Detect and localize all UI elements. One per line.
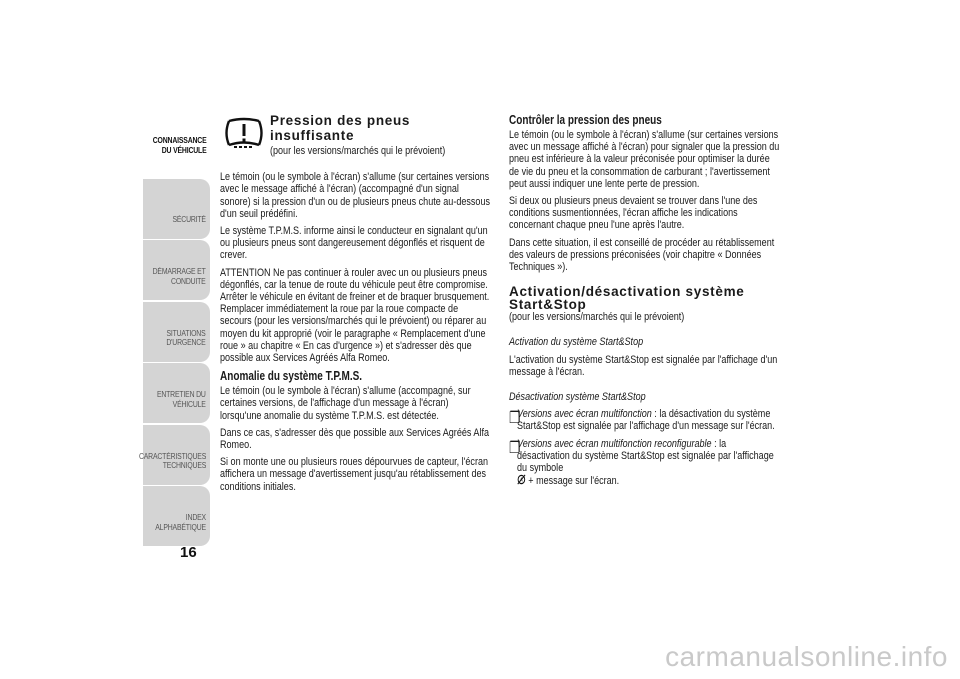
page-number: 16: [180, 544, 197, 561]
list-item: ❐ Versions avec écran multifonction : la désactivation du système Start&Stop est signalée par l'affichage d'un message sur l'écran.: [509, 408, 781, 437]
startstop-note: (pour les versions/marchés qui le prévoient): [509, 311, 685, 324]
section-title-startstop: Activation/désactivation système Start&Stop: [509, 284, 745, 313]
paragraph: Si deux ou plusieurs pneus devaient se trouver dans l'une des conditions susmentionnées, l'écran affiche les indications concernant chaque pneu l'une après l'autre.: [509, 195, 758, 232]
tab-demarrage-conduite[interactable]: DÉMARRAGE ET CONDUITE: [143, 240, 210, 300]
tab-index-alphabetique[interactable]: INDEX ALPHABÉTIQUE: [143, 486, 210, 546]
paragraph: Si on monte une ou plusieurs roues dépourvues de capteur, l'écran affichera un message d'avertissement jusqu'au rétablissement des conditions initiales.: [220, 456, 489, 493]
tab-connaissance-vehicule[interactable]: CONNAISSANCE DU VÉHICULE: [143, 117, 210, 177]
tpms-title-block: [268, 113, 492, 157]
activation-text: L'activation du système Start&Stop est signalée par l'affichage d'un message à l'écran.: [509, 353, 778, 378]
tab-securite[interactable]: SÉCURITÉ: [143, 179, 210, 239]
tire-pressure-warning-icon: [220, 113, 268, 153]
paragraph: Dans ce cas, s'adresser dès que possible aux Services Agréés Alfa Romeo.: [220, 426, 489, 452]
tab-situations-urgence[interactable]: SITUATIONS D'URGENCE: [143, 302, 210, 362]
activation-label: Activation du système Start&Stop: [509, 336, 644, 349]
checkbox-bullet-icon: ❐: [509, 410, 521, 428]
right-body: [509, 113, 781, 273]
title-note: (pour les versions/marchés qui le prévoient): [270, 145, 446, 157]
tab-caracteristiques-techniques[interactable]: CARACTÉRISTIQUES TECHNIQUES: [143, 425, 210, 485]
section-title-controle: Contrôler la pression des pneus: [509, 113, 662, 127]
start-stop-off-icon: [517, 474, 526, 485]
tab-entretien-vehicule[interactable]: ENTRETIEN DU VÉHICULE: [143, 363, 210, 423]
startstop-body: [509, 311, 781, 492]
paragraph: Le système T.P.M.S. informe ainsi le conducteur en signalant qu'un ou plusieurs pneus sont dangereusement dégonflés et risquent de crever.: [220, 225, 488, 262]
checkbox-bullet-icon: ❐: [509, 439, 521, 457]
watermark: carmanualsonline.info: [665, 641, 948, 672]
warning-paragraph: ATTENTION Ne pas continuer à rouler avec un ou plusieurs pneus dégonflés, car la tenue de route du véhicule peut être compromise. Arrêter le véhicule en évitant de freiner et de braquer brusquement. Remplacer immédiatement la roue par la roue compacte de secours (pour les versions/marchés qui le prévoient) ou réparer au moyen du kit approprié (voir le paragraphe « Remplacement d'une roue » au chapitre « En cas d'urgence ») et s'adresser dès que possible aux Services Agréés Alfa Romeo.: [220, 266, 490, 365]
list-item: ❐ Versions avec écran multifonction reconfigurable : la désactivation du système Start&Stop est signalée par l'affichage du symbole + message sur l'écran.: [509, 438, 781, 493]
tpms-warning-header: [220, 113, 492, 157]
section-title-pression: Pression des pneus insuffisante: [270, 113, 411, 143]
paragraph: Dans cette situation, il est conseillé de procéder au rétablissement des valeurs de pressions préconisées (voir chapitre « Données Techniques »).: [509, 236, 775, 274]
chapter-tabs: [138, 117, 210, 548]
right-column: [509, 113, 781, 492]
section-title-anomalie: Anomalie du système T.P.M.S.: [220, 369, 363, 384]
paragraph: Le témoin (ou le symbole à l'écran) s'allume (sur certaines versions avec le message affiché à l'écran) (accompagné d'un signal sonore) si la pression d'un ou de plusieurs pneus chute au-dessous d'un seuil prédéfini.: [220, 171, 491, 220]
left-column: [220, 113, 492, 498]
paragraph: Le témoin (ou le symbole à l'écran) s'allume (sur certaines versions avec un message affiché à l'écran) pour signaler que la pression du pneu est inférieure à la valeur préconisée pour optimiser la durée de vie du pneu et la consommation de carburant ; l'avertissement peut aussi indiquer une lente perte de pression.: [509, 129, 780, 190]
deactivation-label: Désactivation système Start&Stop: [509, 391, 646, 404]
left-body: [220, 171, 492, 493]
paragraph: Le témoin (ou le symbole à l'écran) s'allume (accompagné, sur certaines versions, de l'affichage d'un message à l'écran) lorsqu'une anomalie du système T.P.M.S. est détectée.: [220, 385, 471, 422]
